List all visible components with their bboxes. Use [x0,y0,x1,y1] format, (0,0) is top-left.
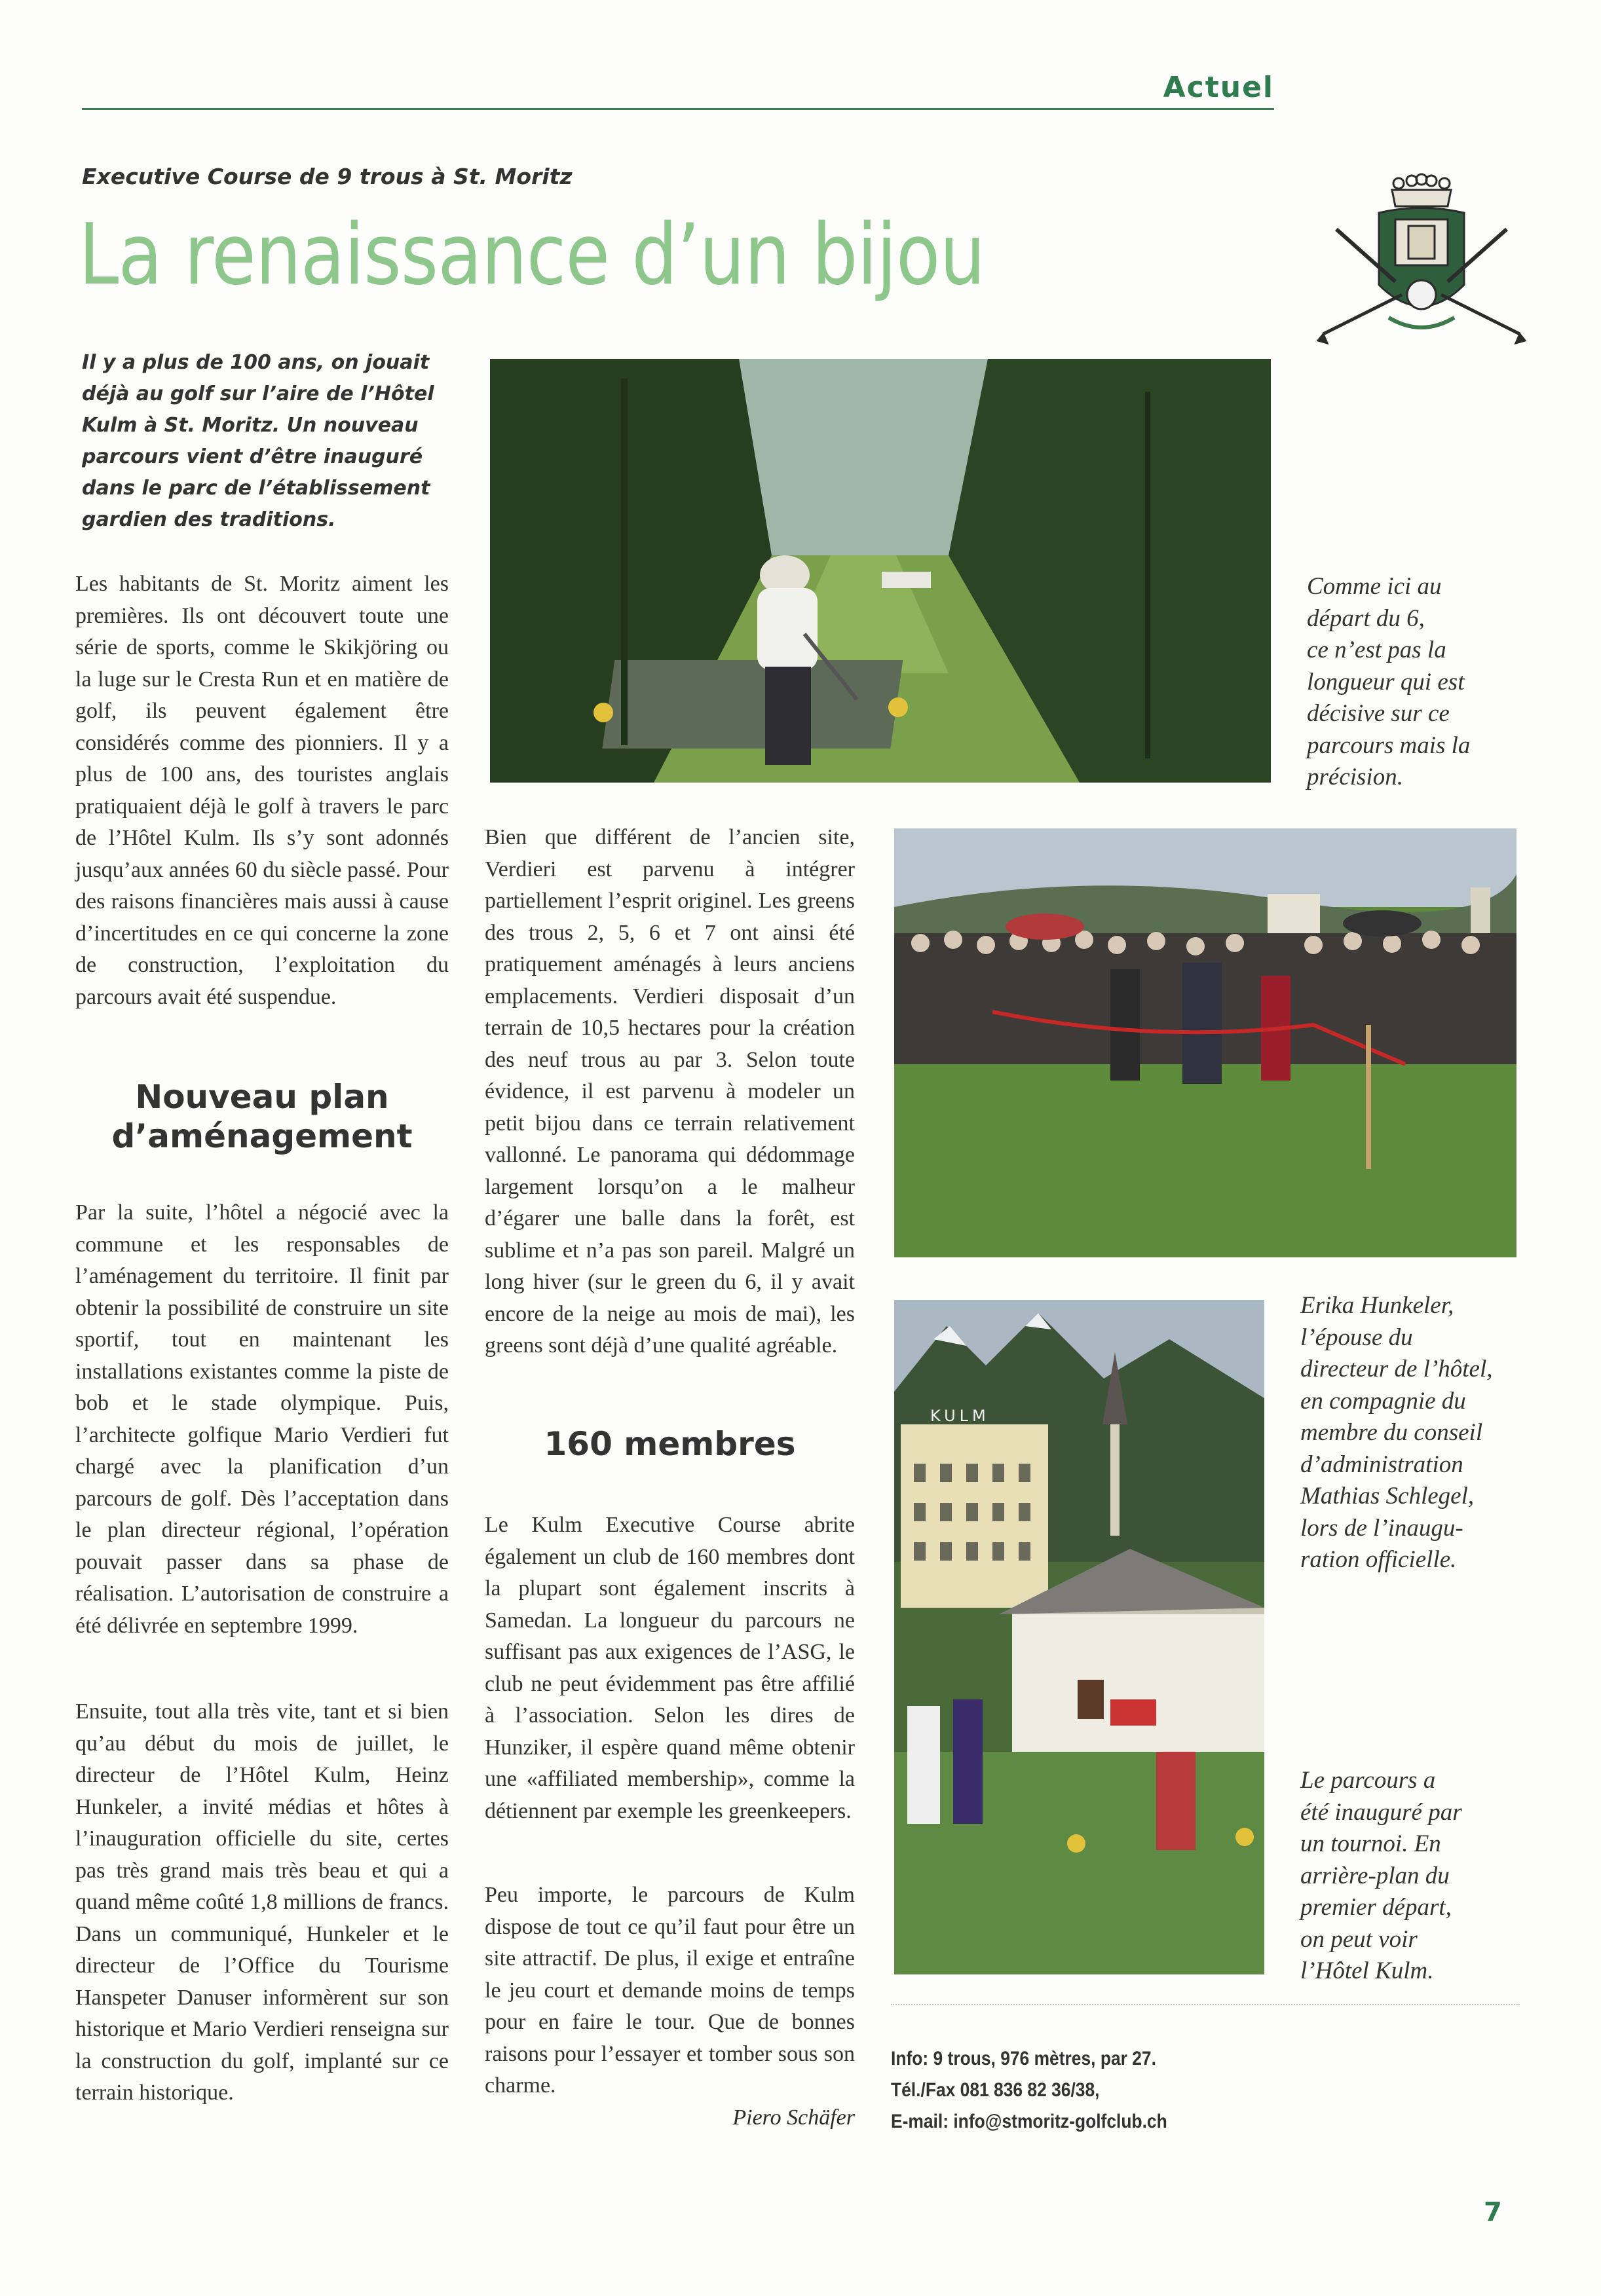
caption-line: l’Hôtel Kulm. [1300,1957,1434,1984]
caption-line: premier départ, [1300,1894,1452,1921]
caption-line: d’administration [1300,1451,1463,1478]
paragraph-text: Les habitants de St. Moritz aiment les premières. Ils ont découvert toute une série de sports, comme le Skikjöring ou la luge sur le Cresta Run et en matière de golf, ils peuvent également être considérés comme des pionniers. Il y a plus de 100 ans, des touristes anglais pratiquaient déjà le golf à travers le parc de l’Hôtel Kulm. Ils s’y sont adonnés jusqu’aux années 60 du siècle passé. Pour des raisons financières mais aussi à cause d’incertitudes en ce qui concerne la zone de construction, l’exploitation du parcours avait été suspendue. [75,572,449,1009]
subhead-line: Nouveau plan [135,1078,389,1116]
photo-inauguration-ribbon [894,828,1516,1257]
header-rule [82,108,1274,110]
col1-paragraph-1 [75,568,449,1013]
subhead-line: d’aménagement [111,1117,413,1155]
caption-line: directeur de l’hôtel, [1300,1356,1493,1382]
paragraph-text: Par la suite, l’hôtel a négocié avec la commune et les responsables de l’aménagement du territoire. Il finit par obtenir la possibilité de construire un site sportif, tout en maintenant les installations existantes comme la piste de bob et le stade olympique. Puis, l’architecte golfique Mario Verdieri fut chargé avec la planification d’un parcours de golf. Dès l’acceptation dans le plan directeur régional, l’opération pouvait passer dans sa phase de réalisation. L’autorisation de construire a été délivrée en septembre 1999. [75,1200,449,1638]
caption-line: lors de l’inaugu- [1300,1514,1463,1542]
caption-line: ration officielle. [1300,1546,1457,1573]
col1-paragraph-3 [75,1696,449,2109]
lead-line: Kulm à St. Moritz. Un nouveau [82,414,419,437]
caption-photo-2 [1300,1290,1523,1576]
caption-photo-1 [1307,571,1523,794]
photo-golfer-tee [490,359,1271,783]
caption-line: Le parcours a [1300,1767,1436,1794]
caption-line: Erika Hunkeler, [1300,1292,1454,1319]
paragraph-text: Le Kulm Executive Course abrite également un club de 160 membres dont la plupart sont également inscrits à Samedan. La longueur du parcours ne suffisant pas aux exigences de l’ASG, le club ne peut évidemment pas être affilié à l’association. Selon les dires de Hunziker, il espère quand même obtenir une «affiliated membership», comme la détiennent par exemple les greenkeepers. [485,1513,855,1823]
caption-line: parcours mais la [1307,731,1471,759]
caption-line: longueur qui est [1307,668,1465,695]
lead-line: dans le parc de l’établissement [82,477,430,500]
paragraph-text: Bien que différent de l’ancien site, Verdieri est parvenu à intégrer partiellement l’esprit originel. Les greens des trous 2, 5, 6 et 7 ont ainsi été pratiquement aménagés à leurs anciens emplacements. Verdieri disposait d’un terrain de 10,5 hectares pour la création des neuf trous au par 3. Selon toute évidence, il est parvenu à modeler un petit bijou dans ce terrain relativement vallonné. Le panorama qui dédommage largement lorsqu’on a le malheur d’égarer une balle dans la forêt, est sublime et n’a pas son pareil. Malgré un long hiver (sur le green du 6, il y avait encore de la neige au mois de mai), les greens sont déjà d’une qualité agréable. [485,825,855,1358]
caption-line: arrière-plan du [1300,1862,1450,1889]
lead-line: gardien des traditions. [82,508,336,531]
caption-line: on peut voir [1300,1925,1418,1953]
caption-line: un tournoi. En [1300,1830,1441,1857]
info-email: E-mail: info@stmoritz-golfclub.ch [891,2111,1167,2132]
author-signature: Piero Schäfer [732,2105,855,2130]
col2-paragraph-1 [485,822,855,1362]
caption-line: membre du conseil [1300,1419,1483,1446]
lead-line: Il y a plus de 100 ans, on jouait [82,351,430,374]
info-box [891,2043,1249,2138]
caption-line: départ du 6, [1307,604,1425,632]
section-label: Actuel [1163,71,1274,104]
article-lead [82,347,436,536]
info-line: Tél./Fax 081 836 82 36/38, [891,2079,1100,2101]
lead-line: déjà au golf sur l’aire de l’Hôtel [82,382,434,405]
caption-line: Mathias Schlegel, [1300,1483,1475,1509]
col1-paragraph-2 [75,1197,449,1642]
subhead-nouveau-plan [75,1077,449,1156]
article-kicker: Executive Course de 9 trous à St. Moritz [82,164,573,189]
caption-photo-3 [1300,1765,1523,1988]
page-number: 7 [1484,2197,1502,2227]
caption-line: en compagnie du [1300,1387,1466,1415]
article-title: La renaissance d’un bijou [79,206,985,304]
caption-line: l’épouse du [1300,1324,1413,1351]
caption-line: décisive sur ce [1307,700,1450,727]
paragraph-text: Peu importe, le parcours de Kulm dispose de tout ce qu’il faut pour être un site attractif. De plus, il exige et entraîne le jeu court et demande moins de temps pour en faire le tour. Que de bonnes raisons pour l’essayer et tomber sous son charme. [485,1883,855,2098]
col2-paragraph-2 [485,1509,855,1827]
caption-line: ce n’est pas la [1307,637,1446,663]
photo-hotel-kulm-tournament [894,1300,1264,1974]
paragraph-text: Ensuite, tout alla très vite, tant et si bien qu’au début du mois de juillet, le directeur de l’Hôtel Kulm, Heinz Hunkeler, a invité médias et hôtes à l’inauguration officielle du site, certes pas très grand mais très beau et qui a quand même coûté 1,8 millions de francs. Dans un communiqué, Hunkeler et le directeur de l’Office du Tourisme Hanspeter Danuser informèrent sur son historique et Mario Verdieri renseigna sur la construction du golf, implanté sur ce terrain historique. [75,1699,449,2105]
subhead-160-membres: 160 membres [544,1425,796,1463]
golf-club-crest-logo [1317,164,1526,360]
caption-line: Comme ici au [1307,573,1442,600]
info-line: Info: 9 trous, 976 mètres, par 27. [891,2048,1156,2069]
info-divider [891,2004,1520,2005]
caption-line: été inauguré par [1300,1798,1462,1826]
caption-line: précision. [1307,764,1403,790]
col2-paragraph-3 [485,1879,855,2102]
lead-line: parcours vient d’être inauguré [82,445,423,468]
kulm-sign: KULM [930,1407,990,1425]
